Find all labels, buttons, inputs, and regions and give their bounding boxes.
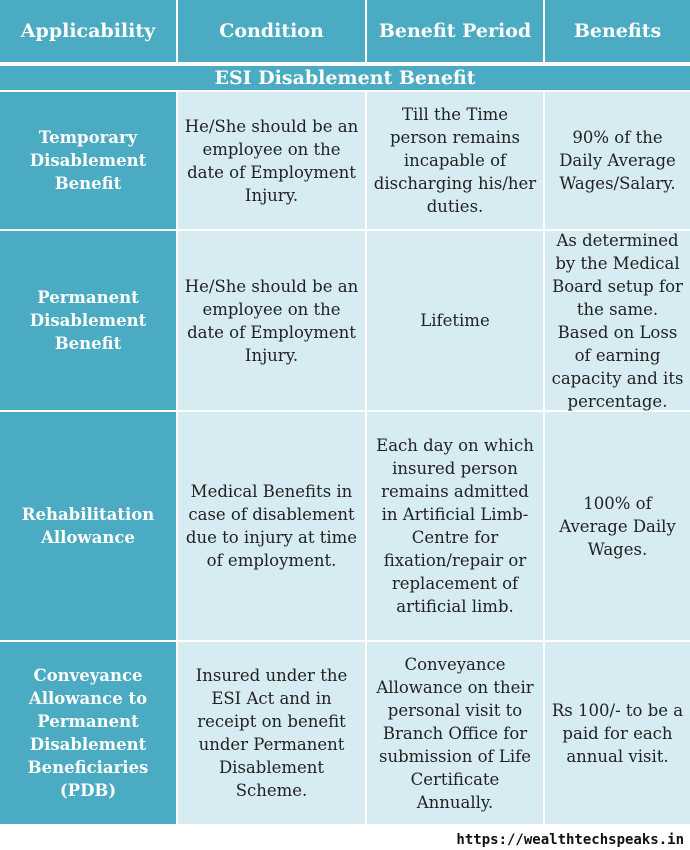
applicability-cell: Temporary Disablement Benefit bbox=[0, 92, 178, 231]
applicability-cell: Permanent Disablement Benefit bbox=[0, 231, 178, 412]
table-row bbox=[0, 92, 690, 231]
header-row bbox=[0, 0, 690, 64]
table-row bbox=[0, 642, 690, 826]
header-benefits: Benefits bbox=[545, 0, 690, 64]
period-cell: Lifetime bbox=[367, 231, 545, 412]
benefits-cell: Rs 100/- to be a paid for each annual visit. bbox=[545, 642, 690, 826]
benefits-cell: 100% of Average Daily Wages. bbox=[545, 412, 690, 642]
benefits-cell: 90% of the Daily Average Wages/Salary. bbox=[545, 92, 690, 231]
period-cell: Till the Time person remains incapable of discharging his/her duties. bbox=[367, 92, 545, 231]
section-title: ESI Disablement Benefit bbox=[0, 64, 690, 92]
period-cell: Conveyance Allowance on their personal visit to Branch Office for submission of Life Certificate Annually. bbox=[367, 642, 545, 826]
table-row bbox=[0, 231, 690, 412]
benefits-cell: As determined by the Medical Board setup for the same. Based on Loss of earning capacity and its percentage. bbox=[545, 231, 690, 412]
table-row bbox=[0, 412, 690, 642]
source-watermark: https://wealthtechspeaks.in bbox=[456, 832, 684, 848]
applicability-cell: Conveyance Allowance to Permanent Disablement Beneficiaries (PDB) bbox=[0, 642, 178, 826]
condition-cell: Medical Benefits in case of disablement due to injury at time of employment. bbox=[178, 412, 367, 642]
applicability-cell: Rehabilitation Allowance bbox=[0, 412, 178, 642]
condition-cell: He/She should be an employee on the date of Employment Injury. bbox=[178, 231, 367, 412]
condition-cell: Insured under the ESI Act and in receipt on benefit under Permanent Disablement Scheme. bbox=[178, 642, 367, 826]
header-condition: Condition bbox=[178, 0, 367, 64]
header-benefit-period: Benefit Period bbox=[367, 0, 545, 64]
condition-cell: He/She should be an employee on the date of Employment Injury. bbox=[178, 92, 367, 231]
header-applicability: Applicability bbox=[0, 0, 178, 64]
period-cell: Each day on which insured person remains admitted in Artificial Limb-Centre for fixation/repair or replacement of artificial limb. bbox=[367, 412, 545, 642]
